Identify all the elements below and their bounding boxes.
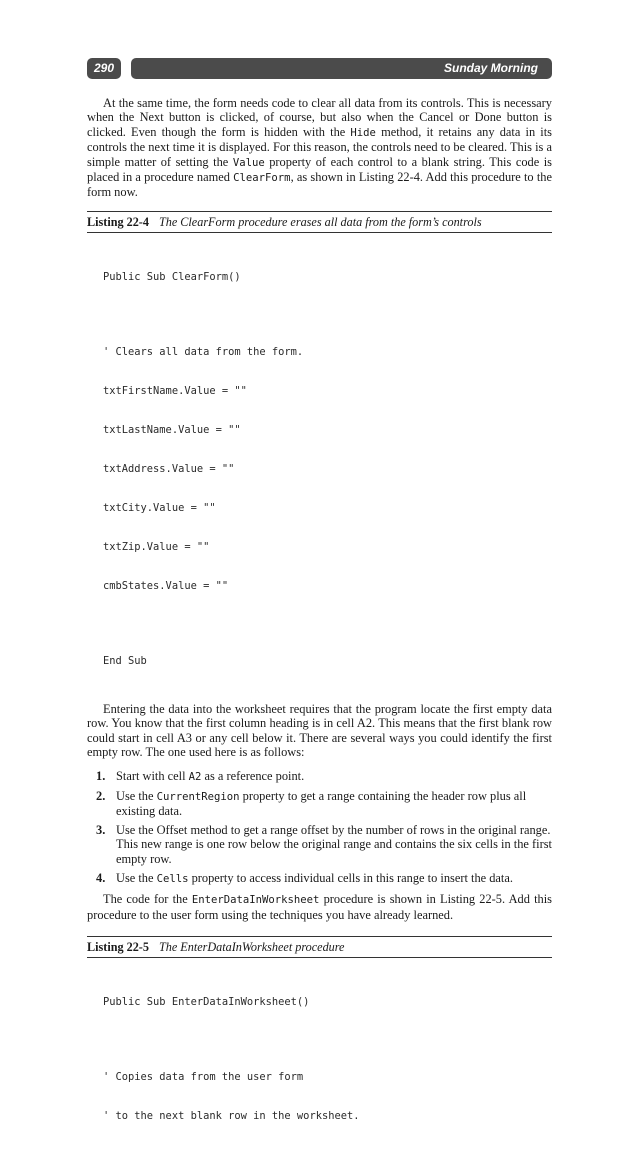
text-run: The code for the — [103, 892, 192, 907]
page-content — [87, 96, 552, 1149]
text-run: , as shown in Listing 22-4. Add this procedure to the form now. — [87, 170, 552, 200]
code-line: Public Sub ClearForm() — [103, 270, 241, 283]
inline-code: ClearForm — [233, 172, 291, 185]
listing-heading-22-4 — [87, 211, 552, 233]
listing-number: Listing 22-4 — [87, 214, 149, 229]
text-run: procedure is shown in Listing 22-5. Add this procedure to the user form using the techniques you have already learned. — [87, 892, 552, 922]
text-run: property of each control to a blank string. This code is placed in a procedure named — [87, 154, 552, 185]
code-line: ' to the next blank row in the worksheet. — [103, 1110, 360, 1123]
code-line: txtCity.Value = "" — [103, 501, 216, 514]
listing-caption: The ClearForm procedure erases all data from the form’s controls — [158, 214, 482, 229]
text-run: method, it retains any data in its controls the next time it is displayed. For this reason, the controls need to be cleared. This is a simple matter of setting the — [87, 124, 552, 169]
code-listing-22-5 — [103, 970, 552, 1149]
list-item: 3. Use the Offset method to get a range offset by the number of rows in the original range. This new range is one row below the original range and contains the six cells in the first empty row. — [96, 822, 552, 866]
header-bar — [131, 58, 552, 79]
code-line: txtAddress.Value = "" — [103, 462, 235, 475]
list-item: 2. Use the CurrentRegion property to get a range containing the header row plus all existing data. — [96, 788, 527, 819]
code-line: Public Sub EnterDataInWorksheet() — [103, 996, 310, 1009]
code-line: ' Copies data from the user form — [103, 1071, 304, 1084]
inline-code: Hide — [350, 126, 376, 139]
code-line: ' Clears all data from the form. — [103, 345, 304, 358]
code-line: cmbStates.Value = "" — [103, 579, 229, 592]
page-number: 290 — [87, 58, 121, 79]
listing-heading-22-5 — [87, 936, 552, 958]
paragraph-enterdata — [87, 892, 552, 922]
running-header — [87, 58, 552, 79]
code-line: txtFirstName.Value = "" — [103, 384, 247, 397]
code-line: txtLastName.Value = "" — [103, 423, 241, 436]
paragraph-data-entry: Entering the data into the worksheet requires that the program locate the first empty data row. You know that the first column heading is in cell A2. This means that the first blank row could start in cell A3 or any cell below it. There are several ways you could identify the first empty row. The one used here is as follows: — [87, 701, 552, 760]
code-line: End Sub — [103, 654, 147, 667]
running-title: Sunday Morning — [444, 61, 538, 75]
inline-code: Value — [232, 156, 265, 169]
code-listing-22-4 — [103, 245, 552, 694]
inline-code: EnterDataInWorksheet — [191, 894, 320, 907]
listing-number: Listing 22-5 — [87, 940, 149, 955]
numbered-steps — [87, 769, 552, 886]
list-item: 4. Use the Cells property to access individual cells in this range to insert the data. — [96, 870, 513, 885]
paragraph-intro — [87, 96, 552, 200]
code-line: txtZip.Value = "" — [103, 540, 210, 553]
text-run: At the same time, the form needs code to clear all data from its controls. This is necessary when the Next button is clicked, of course, but also when the Cancel or Done button is clicked. Even though the form is hidden with the — [87, 96, 552, 139]
listing-caption: The EnterDataInWorksheet procedure — [158, 940, 345, 955]
list-item: 1. Start with cell A2 as a reference point. — [96, 769, 305, 784]
